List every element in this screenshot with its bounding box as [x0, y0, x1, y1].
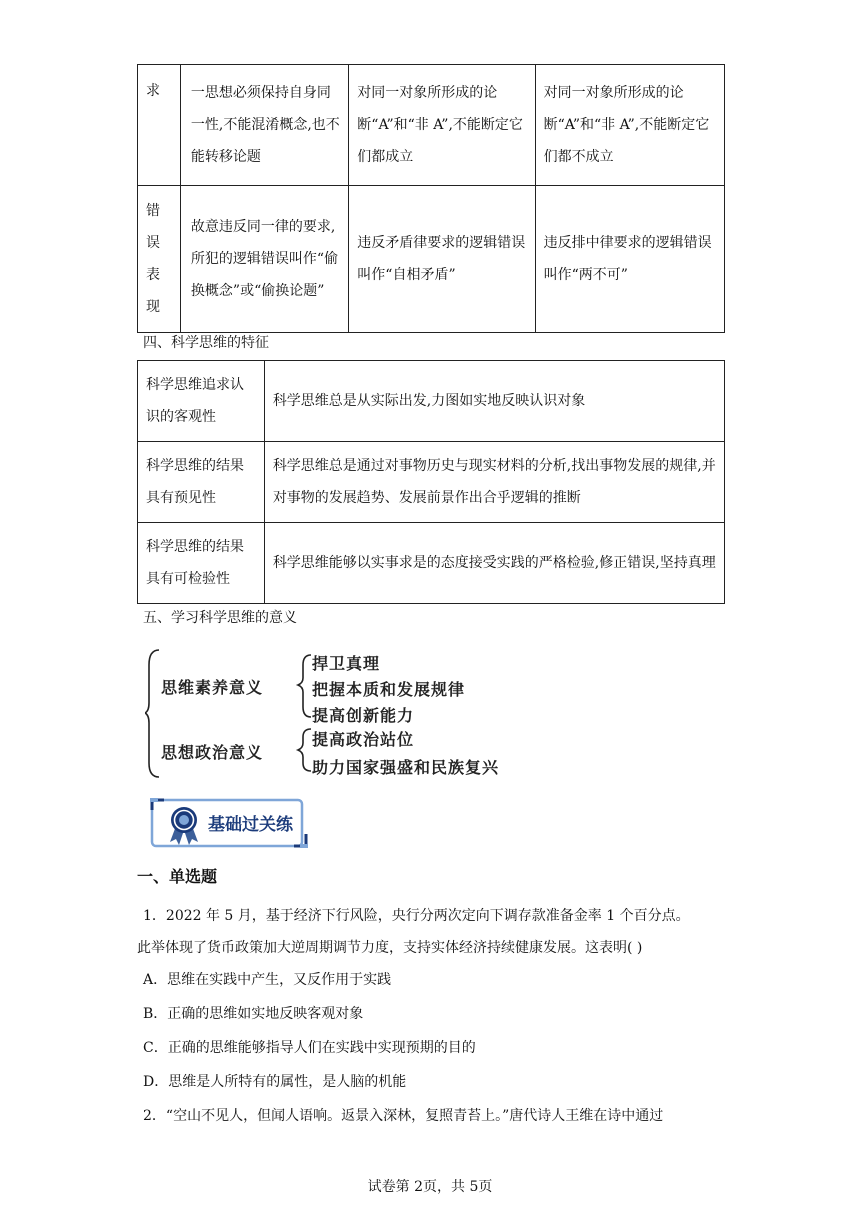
branch-literacy: 思维素养意义: [161, 678, 264, 697]
question-1-stem-line1: 1．2022 年 5 月，基于经济下行风险，央行分两次定向下调存款准备金率 1 个百分点。: [143, 908, 690, 924]
option-a[interactable]: A．思维在实践中产生，又反作用于实践: [143, 972, 392, 988]
table-row: [138, 186, 725, 333]
branch-item: 提高政治站位: [312, 730, 415, 749]
branch-political: 思想政治意义: [161, 743, 264, 762]
feature-label: 科学思维追求认识的客观性: [138, 361, 265, 442]
branch-item: 把握本质和发展规律: [312, 680, 466, 699]
row-label: 求: [138, 65, 181, 186]
table-row: [138, 523, 725, 604]
section-5-title: 五、学习科学思维的意义: [143, 610, 297, 626]
excluded-middle-law-cell: 对同一对象所形成的论断“A”和“非 A”,不能断定它们都不成立: [535, 65, 724, 186]
contradiction-law-cell: 对同一对象所形成的论断“A”和“非 A”,不能断定它们都成立: [349, 65, 535, 186]
feature-label: 科学思维的结果具有预见性: [138, 442, 265, 523]
option-d[interactable]: D．思维是人所特有的属性，是人脑的机能: [143, 1074, 407, 1090]
branch-item: 助力国家强盛和民族复兴: [312, 758, 500, 777]
identity-law-cell: 一思想必须保持自身同一性,不能混淆概念,也不能转移论题: [180, 65, 348, 186]
section-4-title: 四、科学思维的特征: [143, 335, 269, 351]
heading-single-choice: 一、单选题: [137, 867, 218, 886]
branch-item: 捍卫真理: [312, 654, 381, 673]
option-b[interactable]: B．正确的思维如实地反映客观对象: [143, 1006, 364, 1022]
page-footer: 试卷第 2页，共 5页: [367, 1179, 493, 1195]
table-row: [138, 361, 725, 442]
basic-practice-badge: [150, 796, 308, 850]
feature-desc: 科学思维总是通过对事物历史与现实材料的分析,找出事物发展的规律,并对事物的发展趋势、发展前景作出合乎逻辑的推断: [264, 442, 724, 523]
award-medal-icon: [164, 802, 204, 846]
question-1-stem-line2: 此举体现了货币政策加大逆周期调节力度，支持实体经济持续健康发展。这表明( ): [137, 940, 643, 956]
table-row: [138, 65, 725, 186]
scientific-thinking-features-table: [137, 360, 725, 604]
identity-law-error-cell: 故意违反同一律的要求,所犯的逻辑错误叫作“偷换概念”或“偷换论题”: [180, 186, 348, 333]
option-c[interactable]: C．正确的思维能够指导人们在实践中实现预期的目的: [143, 1040, 476, 1056]
excluded-middle-law-error-cell: 违反排中律要求的逻辑错误叫作“两不可”: [535, 186, 724, 333]
feature-desc: 科学思维能够以实事求是的态度接受实践的严格检验,修正错误,坚持真理: [264, 523, 724, 604]
feature-label: 科学思维的结果具有可检验性: [138, 523, 265, 604]
table-row: [138, 442, 725, 523]
contradiction-law-error-cell: 违反矛盾律要求的逻辑错误叫作“自相矛盾”: [349, 186, 535, 333]
row-label: 错误表现: [138, 186, 181, 333]
question-2-stem-line1: 2．“空山不见人，但闻人语响。返景入深林，复照青苔上。”唐代诗人王维在诗中通过: [143, 1108, 664, 1124]
significance-mindmap: [145, 645, 575, 780]
branch-item: 提高创新能力: [312, 706, 415, 725]
logic-laws-table: [137, 64, 725, 333]
badge-label: 基础过关练: [208, 815, 293, 835]
feature-desc: 科学思维总是从实际出发,力图如实地反映认识对象: [264, 361, 724, 442]
